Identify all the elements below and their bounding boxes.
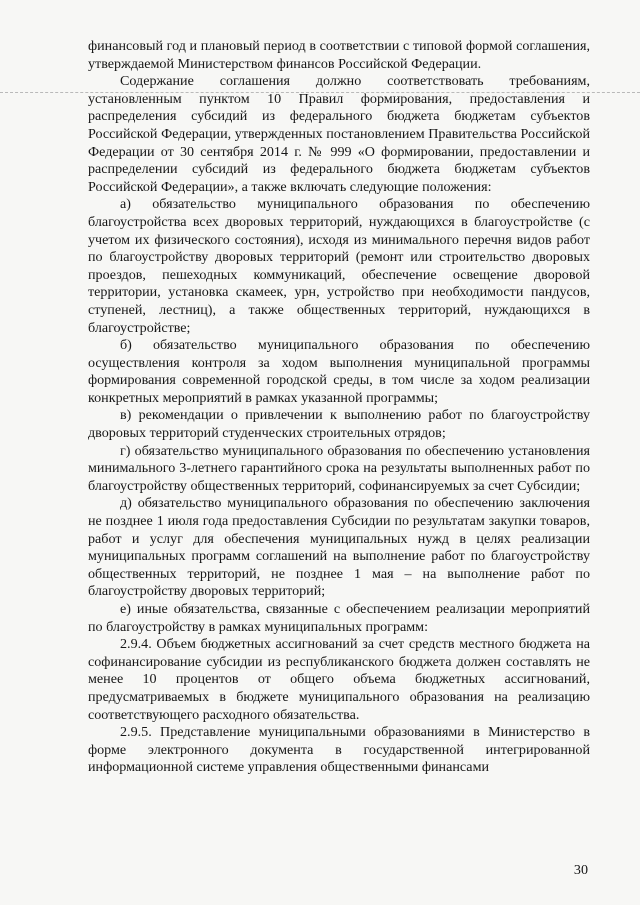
document-body <box>88 38 590 777</box>
paragraph-continuation: финансовый год и плановый период в соответствии с типовой формой соглашения, утверждаемой Министерством финансов Российской Федерации. <box>88 38 590 72</box>
paragraph-item-d: д) обязательство муниципального образования по обеспечению заключения не позднее 1 июля года предоставления Субсидии по результатам закупки товаров, работ и услуг для обеспечения муниципальных нужд в целях реализации муниципальных программ соглашений на выполнение работ по благоустройству общественных территорий, не позднее 1 мая – на выполнение работ по благоустройству дворовых территорий; <box>88 495 590 600</box>
paragraph-2-9-4: 2.9.4. Объем бюджетных ассигнований за счет средств местного бюджета на софинансирование субсидии из республиканского бюджета должен составлять не менее 10 процентов от общего объема бюджетных ассигнований, предусматриваемых в бюджете муниципального образования на реализацию соответствующего расходного обязательства. <box>88 636 590 723</box>
paragraph-agreement-content: Содержание соглашения должно соответствовать требованиям, установленным пунктом 10 Правил формирования, предоставления и распределения субсидий из федерального бюджета бюджетам субъектов Российской Федерации, утвержденных постановлением Правительства Российской Федерации от 30 сентября 2014 г. № 999 «О формировании, предоставлении и распределении субсидий из федерального бюджета бюджетам субъектов Российской Федерации», а также включать следующие положения: <box>88 73 590 195</box>
paragraph-2-9-5: 2.9.5. Представление муниципальными образованиями в Министерство в форме электронного документа в государственной интегрированной информационной системе управления общественными финансами <box>88 724 590 776</box>
paragraph-item-a: а) обязательство муниципального образования по обеспечению благоустройства всех дворовых территорий, нуждающихся в благоустройстве (с учетом их физического состояния), исходя из минимального перечня видов работ по благоустройству дворовых территорий (ремонт или строительство дворовых проездов, пешеходных коммуникаций, обеспечение освещение дворовой территории, установка скамеек, урн, устройство при необходимости пандусов, ступеней, лестниц), а также общественных территорий, нуждающихся в благоустройстве; <box>88 196 590 336</box>
paragraph-item-v: в) рекомендации о привлечении к выполнению работ по благоустройству дворовых территорий студенческих строительных отрядов; <box>88 407 590 442</box>
paragraph-item-e: е) иные обязательства, связанные с обеспечением реализации мероприятий по благоустройству в рамках муниципальных программ: <box>88 601 590 635</box>
paragraph-item-b: б) обязательство муниципального образования по обеспечению осуществления контроля за ходом выполнения муниципальной программы формирования современной городской среды, в том числе за ходом реализации конкретных мероприятий в рамках указанной программы; <box>88 337 590 406</box>
paragraph-item-g: г) обязательство муниципального образования по обеспечению установления минимального 3-летнего гарантийного срока на результаты выполненных работ по благоустройству общественных территорий, софинансируемых за счет Субсидии; <box>88 442 590 494</box>
page-number: 30 <box>573 862 588 878</box>
